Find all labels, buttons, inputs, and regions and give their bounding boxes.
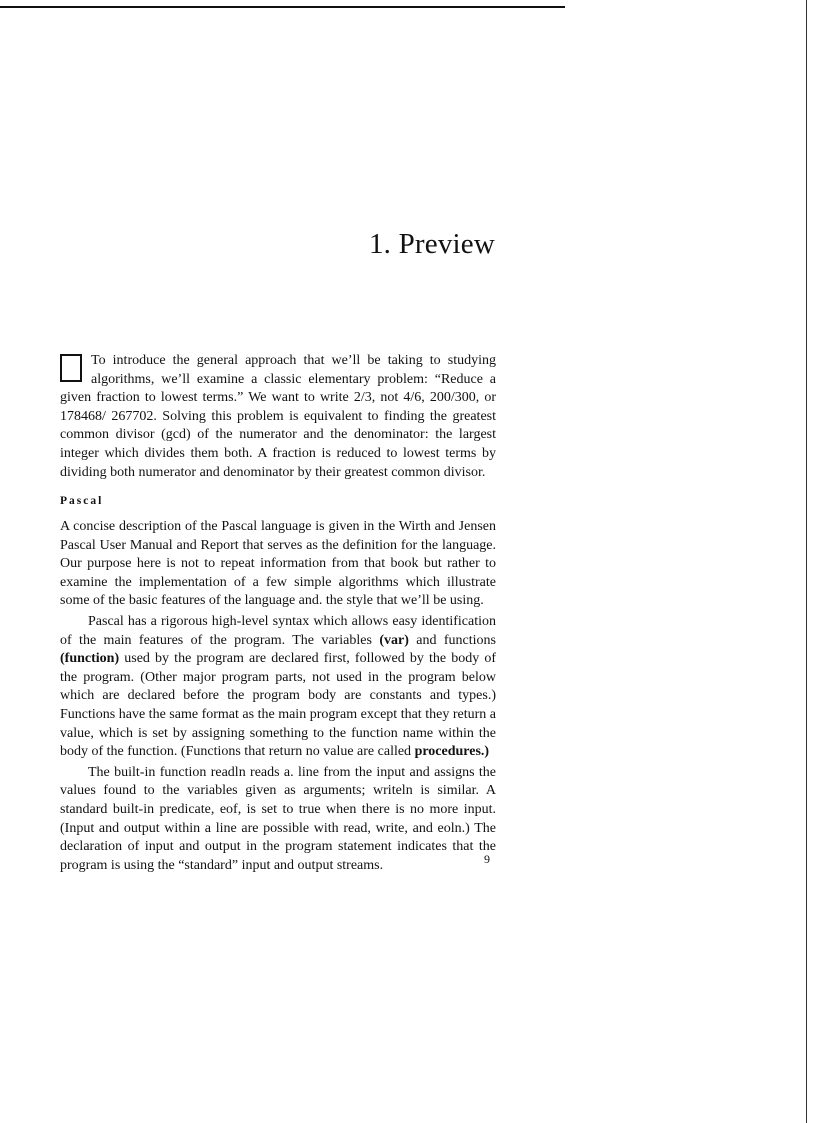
chapter-title: 1. Preview <box>368 228 495 260</box>
page-number: 9 <box>484 852 490 866</box>
intro-text: To introduce the general approach that we’ll be taking to studying algorithms, we’ll examine a classic elementary problem: “Reduce a given fraction to lowest terms.” We want to write 2/3, not 4/6, 200/300, or 178468/ 267702. Solving this problem is equivalent to finding the greatest common divisor (gcd) of the numerator and the denominator: the largest integer which divides them both. A fraction is reduced to lowest terms by dividing both numerator and denominator by their greatest common divisor. <box>60 353 496 480</box>
section-body <box>60 518 496 875</box>
paragraph-1: A concise description of the Pascal language is given in the Wirth and Jensen Pascal User Manual and Report that serves as the definition for the language. Our purpose here is not to repeat information from that book but rather to examine the implementation of a few simple algorithms which illustrate some of the basic features of the language and. the style that we’ll be using. <box>60 519 496 609</box>
right-edge-rule <box>806 0 807 1123</box>
paragraph-2 <box>60 613 496 762</box>
paragraph-2-part-b: and functions <box>408 632 496 648</box>
paragraph-3: The built-in function readln reads a. line from the input and assigns the values found to the variables given as arguments; writeln is similar. A standard built-in predicate, eof, is set to true when there is no more input. (Input and output within a line are possible with read, write, and eoln.) The declaration of input and output in the program statement indicates that the program is using the “standard” input and output streams. <box>60 764 496 873</box>
keyword-function: (function) <box>60 651 120 667</box>
section-heading: Pascal <box>60 495 104 507</box>
keyword-var: (var) <box>379 632 409 648</box>
top-rule <box>0 6 565 8</box>
paragraph-2-part-a: Pascal has a rigorous high-level syntax which allows easy identification of the main features of the program. The variables <box>60 613 496 648</box>
intro-paragraph <box>60 352 496 482</box>
paragraph-2-part-c: used by the program are declared first, followed by the body of the program. (Other major program parts, not used in the program below which are declared before the program body are constants and types.) Functions have the same format as the main program except that they return a value, which is set by assigning something to the function name within the body of the function. (Functions that return no value are called <box>60 651 496 760</box>
square-box-icon <box>60 354 82 382</box>
keyword-procedures: procedures.) <box>414 744 490 760</box>
